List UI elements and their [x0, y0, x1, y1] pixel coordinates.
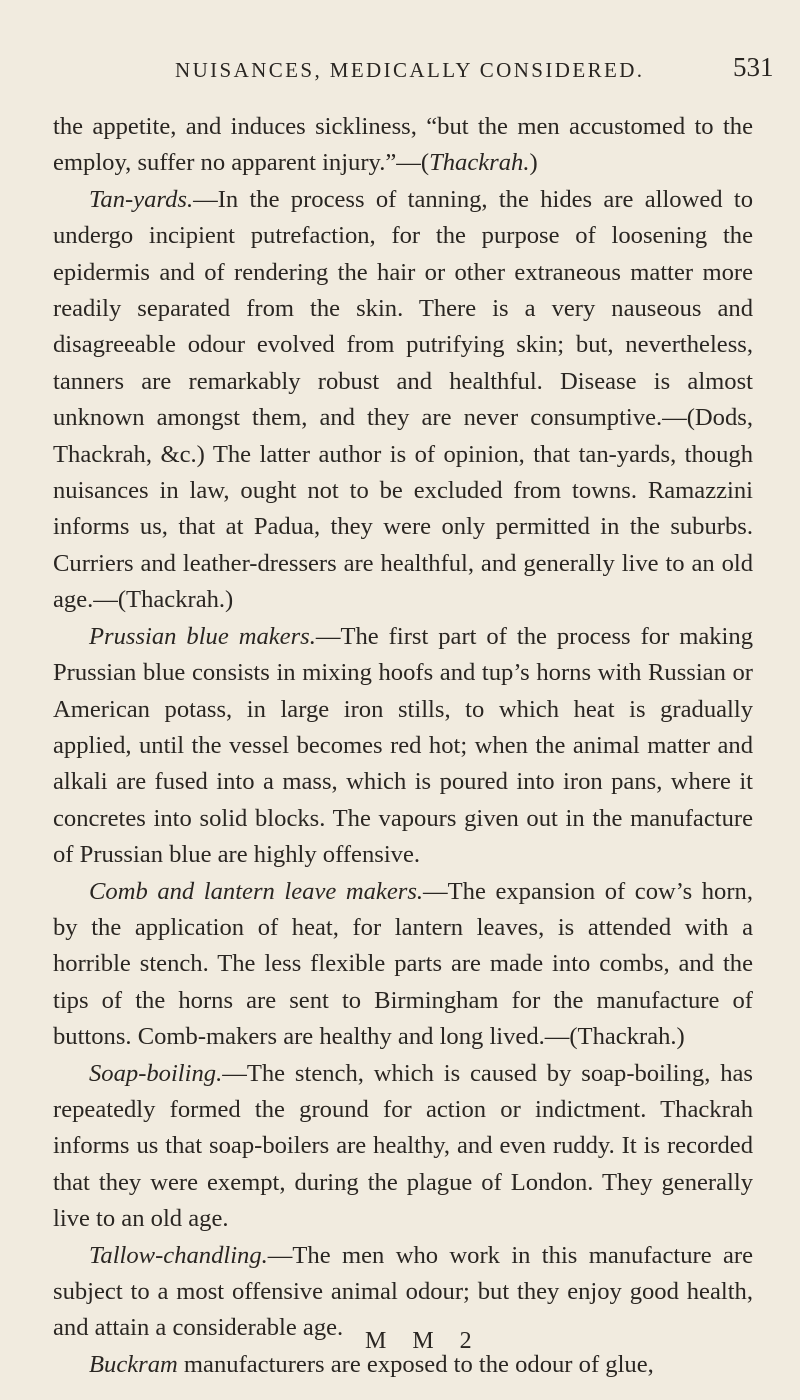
running-head	[0, 52, 800, 88]
paragraph-heading: Comb and lantern leave makers.	[89, 877, 424, 905]
paragraph-comb-lantern	[53, 874, 753, 1056]
paragraph-tail: )	[529, 149, 538, 177]
paragraph-tan-yards	[53, 182, 753, 619]
paragraph-heading: Tallow-chandling.	[89, 1241, 268, 1269]
paragraph-citation: Thackrah.	[429, 149, 530, 177]
running-title: NUISANCES, MEDICALLY CONSIDERED.	[175, 58, 645, 82]
paragraph-text: —The expansion of cow’s horn, by the application of heat, for lantern leaves, is attended with a horrible stench. The less flexible parts are made into combs, and the tips of the horns are sent to Birmingham for the manufacture of buttons. Comb-makers are healthy and long lived.—(Thackrah.)	[53, 877, 753, 1051]
paragraph-heading: Tan-yards.	[89, 185, 194, 213]
paragraph-heading: Soap-boiling.	[89, 1059, 223, 1087]
paragraph-heading: Buckram	[89, 1350, 178, 1378]
signature-mark: M M 2	[365, 1328, 482, 1354]
paragraph-soap-boiling	[53, 1056, 753, 1238]
paragraph-prussian-blue	[53, 619, 753, 874]
paragraph-heading: Prussian blue makers.	[89, 622, 316, 650]
paragraph-text: the appetite, and induces sickliness, “but the men accustomed to the employ, suffer no apparent injury.”—(	[53, 113, 753, 177]
paragraph-text: —The stench, which is caused by soap-boiling, has repeatedly formed the ground for action or indictment. Thackrah informs us that soap-boilers are healthy, and even ruddy. It is recorded that they were exempt, during the plague of London. They generally live to an old age.	[53, 1059, 753, 1233]
paragraph-text: —In the process of tanning, the hides are allowed to undergo incipient putrefaction, for the purpose of loosening the epidermis and of rendering the hair or other extraneous matter more readily separated from the skin. There is a very nauseous and disagreeable odour evolved from putrifying skin; but, nevertheless, tanners are remarkably robust and healthful. Disease is almost unknown amongst them, and they are never consumptive.—(Dods, Thackrah, &c.) The latter author is of opinion, that tan-yards, though nuisances in law, ought not to be excluded from towns. Ramazzini informs us, that at Padua, they were only permitted in the suburbs. Curriers and leather-dressers are healthful, and generally live to an old age.—(Thackrah.)	[53, 185, 753, 614]
paragraph-text: —The first part of the process for making Prussian blue consists in mixing hoofs and tup’s horns with Russian or American potass, in large iron stills, to which heat is gradually applied, until the vessel becomes red hot; when the animal matter and alkali are fused into a mass, which is poured into iron pans, where it concretes into solid blocks. The vapours given out in the manufacture of Prussian blue are highly offensive.	[53, 622, 753, 869]
body-text	[53, 109, 753, 1383]
paragraph-text: —The men who work in this manufacture are subject to a most offensive animal odour; but they enjoy good health, and attain a considerable age.	[53, 1241, 753, 1342]
paragraph-continuation	[53, 109, 753, 182]
page-number: 531	[733, 52, 774, 82]
paragraph-text: manufacturers are exposed to the odour of glue,	[177, 1350, 654, 1378]
